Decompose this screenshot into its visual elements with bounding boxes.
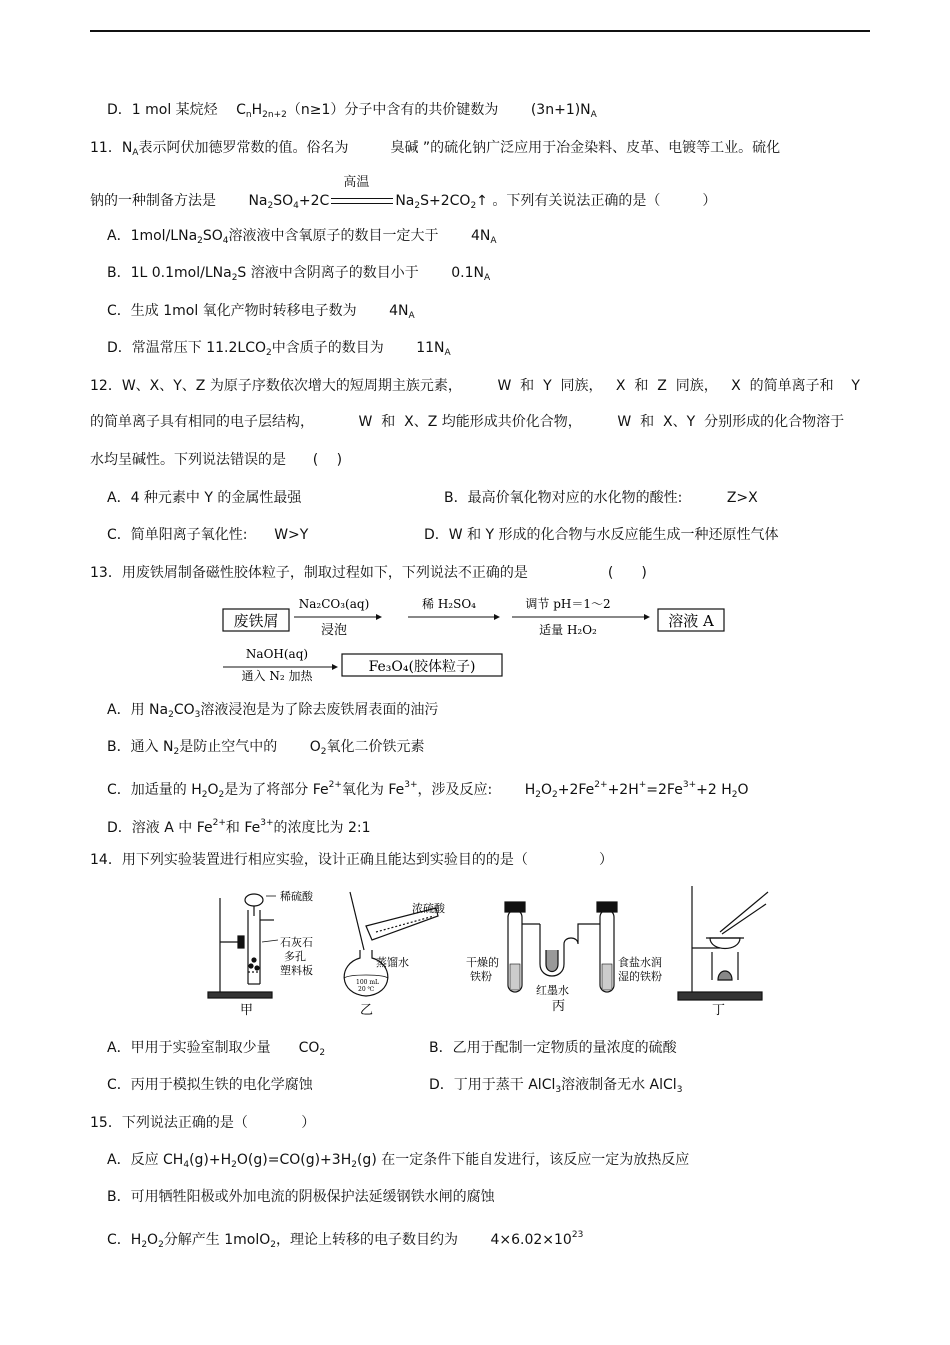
q12-options-cd — [107, 525, 779, 545]
reaction-equation: $Na_2SO_4+2C$ 高温 $Na_2S+2CO_2↑$ — [248, 175, 488, 211]
q14-stem: 14．用下列实验装置进行相应实验，设计正确且能达到实验目的的是（ ） — [90, 852, 614, 868]
yi-acid-label: 浓硫酸 — [412, 902, 445, 915]
q12-stem-line3: 水均呈碱性。下列说法错误的是 ( ) — [90, 452, 343, 468]
reaction-condition: 高温 — [329, 191, 395, 211]
flow-step3-top: 调节 pH＝1～2 — [525, 597, 611, 611]
yi-flask-label-1: 100 mL — [356, 979, 380, 986]
flow-step1-top: Na₂CO₃(aq) — [298, 597, 370, 611]
q11-option-c: C．生成 1mol 氧化产物时转移电子数为 $4N_A$ — [107, 303, 415, 321]
q11-option-d: D．常温常压下 $11.2LCO_2$中含质子的数目为 $11N_A$ — [107, 340, 451, 358]
q14-option-c: C．丙用于模拟生铁的电化学腐蚀 — [107, 1077, 313, 1093]
q13-option-d: D．溶液 A 中 $Fe^{2+}$和 $Fe^{3+}$的浓度比为 2:1 — [107, 818, 371, 836]
jia-label: 甲 — [240, 1003, 254, 1018]
q10-option-d: D．1 mol 某烷烃 $C_nH_{2n+2}(n\ge 1)$分子中含有的共价键数为 $(3n+1)N_A$ — [107, 102, 597, 120]
yi-water-label: 蒸馏水 — [376, 956, 409, 969]
bing-label: 丙 — [552, 999, 566, 1014]
q13-option-c: C．加适量的 $H_2O_2$是为了将部分 $Fe^{2+}$氧化为 $Fe^{3+}$，涉及反应: $H_2O_2+2Fe^{2+}+2H^+=2Fe^{3+}+2$ $H_2O$ — [107, 780, 749, 800]
q11-option-a: A．$1mol/LNa_2SO_4$溶液液中含氧原子的数目一定大于 $4N_A$ — [107, 228, 497, 246]
top-rule — [90, 30, 870, 32]
q11-option-b: B．1L 0.1mol/LNa$_2$S 溶液中含阴离子的数目小于 $0.1N_A$ — [107, 265, 491, 283]
q14-option-a: A．甲用于实验室制取少量 $CO_2$ — [107, 1040, 326, 1058]
flow-step1-bottom: 浸泡 — [320, 623, 348, 638]
jia-plate-label-1: 多孔 — [284, 950, 306, 963]
yi-label: 乙 — [360, 1003, 374, 1018]
q12-options-ab — [107, 488, 758, 508]
flow-step2-top: 稀 H₂SO₄ — [422, 597, 476, 611]
q13-option-a: A．用 $Na_2CO_3$溶液浸泡是为了除去废铁屑表面的油污 — [107, 702, 439, 720]
bing-dry-label-2: 铁粉 — [470, 970, 492, 983]
jia-plate-label-2: 塑料板 — [280, 964, 313, 977]
flow-step4-bottom: 通入 N₂ 加热 — [241, 669, 313, 682]
flow-box1-text: 废铁屑 — [233, 612, 279, 630]
yi-flask-label-2: 20 ℃ — [358, 986, 375, 993]
q12-option-b: B．最高价氧化物对应的水化物的酸性: Z>X — [444, 490, 758, 506]
q15-option-b: B．可用牺牲阳极或外加电流的阴极保护法延缓钢铁水闸的腐蚀 — [107, 1189, 495, 1205]
bing-wet-label-1: 食盐水润 — [618, 956, 662, 969]
q15-option-a: A．反应 $CH_4(g)+H_2O(g)=CO(g)+3H_2(g)$ 在一定条件下能自发进行，该反应一定为放热反应 — [107, 1152, 690, 1170]
q13-flow-diagram — [218, 596, 730, 682]
q15-option-c: C．$H_2O_2$分解产生 1molO$_2$，理论上转移的电子数目约为 $4\times 6.02\times 10^{23}$ — [107, 1230, 584, 1250]
q13-stem: 13．用废铁屑制备磁性胶体粒子，制取过程如下，下列说法不正确的是 ( ) — [90, 565, 647, 581]
bing-wet-label-2: 湿的铁粉 — [618, 970, 662, 983]
q14-options-cd — [107, 1075, 683, 1095]
jia-stone-label: 石灰石 — [280, 936, 313, 949]
apparatus-bing — [505, 902, 617, 992]
q11-stem-line2: 钠的一种制备方法是 $Na_2SO_4+2C$ 高温 $Na_2S+2CO_2↑$ 。下列有关说法正确的是（ ） — [90, 175, 717, 211]
bing-red-ink-label: 红墨水 — [536, 984, 569, 997]
bing-dry-label-1: 干燥的 — [466, 956, 499, 969]
q13-option-b: B．通入 $N_2$是防止空气中的 $O_2$氧化二价铁元素 — [107, 739, 425, 757]
flow-step4-top: NaOH(aq) — [245, 647, 309, 661]
jia-acid-label: 稀硫酸 — [280, 890, 313, 903]
q11-stem-line1: 11．$N_A$表示阿伏加德罗常数的值。俗名为 臭碱 ”的硫化钠广泛应用于冶金染料、皮革、电镀等工业。硫化 — [90, 140, 781, 158]
apparatus-jia — [208, 894, 278, 998]
q12-option-c: C．简单阳离子氧化性: W>Y — [107, 527, 309, 543]
flow-box3-text: Fe₃O₄(胶体粒子) — [368, 659, 476, 675]
q12-option-a: A．4 种元素中 Y 的金属性最强 — [107, 490, 302, 506]
q14-options-ab — [107, 1038, 677, 1063]
q12-stem-line2: 的简单离子具有相同的电子层结构， W 和 X、Z 均能形成共价化合物， W 和 X、Y 分别形成的化合物溶于 — [90, 414, 845, 430]
apparatus-ding — [678, 886, 768, 1000]
flow-step3-bottom: 适量 H₂O₂ — [539, 623, 597, 637]
q14-option-d: D．丁用于蒸干 AlCl$_3$溶液制备无水 AlCl$_3$ — [429, 1077, 683, 1095]
q14-apparatus-figure — [200, 880, 790, 1020]
q12-option-d: D．W 和 Y 形成的化合物与水反应能生成一种还原性气体 — [424, 527, 779, 543]
q12-stem-line1: 12．W、X、Y、Z 为原子序数依次增大的短周期主族元素， W 和 Y 同族， X 和 Z 同族， X 的简单离子和 Y — [90, 378, 860, 394]
q13-option-c-equation: $H_2O_2+2Fe^{2+}+2H^+=2Fe^{3+}+2$ $H_2O$ — [524, 780, 749, 800]
q15-stem: 15．下列说法正确的是（ ） — [90, 1115, 316, 1131]
q14-option-b: B．乙用于配制一定物质的量浓度的硫酸 — [429, 1040, 677, 1056]
ding-label: 丁 — [712, 1003, 726, 1018]
flow-box2-text: 溶液 A — [668, 612, 714, 630]
